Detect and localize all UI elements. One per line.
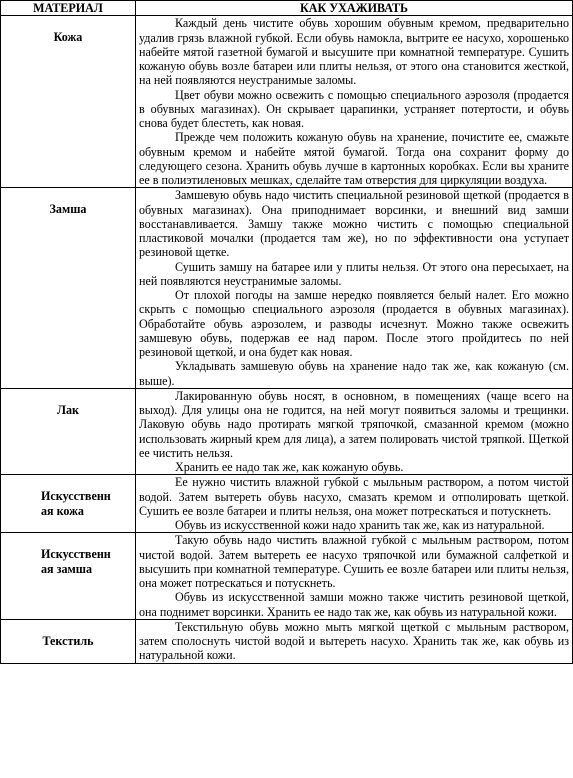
table-row-textile [1, 619, 573, 663]
material-cell [1, 619, 136, 663]
material-cell [1, 388, 136, 475]
care-cell [136, 388, 573, 475]
material-name-line: ая замша [41, 561, 93, 576]
care-cell [136, 475, 573, 533]
table-row-faux-suede [1, 533, 573, 620]
material-name: Кожа [53, 30, 83, 45]
care-paragraph: Обувь из искусственной замши можно также чистить резиновой щеткой, она поднимет ворсинки. Хранить ее надо так же, как обувь из натуральной кожи. [139, 590, 569, 619]
material-cell [1, 188, 136, 389]
table-row-faux-leather [1, 475, 573, 533]
care-paragraph: Сушить замшу на батарее или у плиты нельзя. От этого она пересыхает, на ней появляются неустранимые заломы. [139, 259, 569, 288]
material-name: Текстиль [42, 633, 94, 648]
care-paragraph: Текстильную обувь можно мыть мягкой щеткой с мыльным раствором, затем сполоснуть чистой водой и вытереть насухо. Хранить так же, как обувь из натуральной кожи. [139, 619, 569, 663]
table-row-patent [1, 388, 573, 475]
material-name-line: ая кожа [41, 503, 84, 518]
material-cell [1, 16, 136, 188]
care-paragraph: Укладывать замшевую обувь на хранение надо так же, как кожаную (см. выше). [139, 359, 569, 388]
material-cell [1, 533, 136, 620]
header-material: МАТЕРИАЛ [1, 1, 136, 16]
care-cell [136, 188, 573, 389]
material-name-line: Искусственн [41, 547, 111, 562]
care-paragraph: Прежде чем положить кожаную обувь на хранение, почистите ее, смажьте обувным кремом и набейте мятой бумагой. Тогда она сохранит форму до следующего сезона. Хранить обувь лучше в картонных коробках. Если вы храните ее в полиэтиленовых мешках, сделайте там отверстия для циркуляции воздуха. [139, 130, 569, 187]
care-cell [136, 533, 573, 620]
care-paragraph: Каждый день чистите обувь хорошим обувным кремом, предварительно удалив грязь влажной губкой. Если обувь намокла, вытрите ее насухо, хорошенько набейте мятой газетной бумагой и высушите при комнатной температуре. Сушить кожаную обувь возле батареи или плиты нельзя, от этого она становится жесткой, на ней появляются неустранимые заломы. [139, 16, 569, 88]
material-cell [1, 475, 136, 533]
care-paragraph: Цвет обуви можно освежить с помощью специального аэрозоля (продается в обувных магазинах). Он скрывает царапинки, устраняет потертости, и обувь снова будет блестеть, как новая. [139, 87, 569, 130]
table-row-leather [1, 16, 573, 188]
care-cell [136, 16, 573, 188]
care-paragraph: От плохой погоды на замше нередко появляется белый налет. Его можно скрыть с помощью специального аэрозоля (продается в обувных магазинах). Обработайте обувь аэрозолем, и разводы исчезнут. Можно также освежить замшевую обувь, подержав ее над паром. После этого пройдитесь по ней резиновой щеткой, и она будет как новая. [139, 288, 569, 359]
care-paragraph: Обувь из искусственной кожи надо хранить так же, как из натуральной. [175, 518, 545, 532]
care-paragraph: Лакированную обувь носят, в основном, в помещениях (чаще всего на выход). Для улицы она не годится, на ней могут появиться заломы и трещинки. Лаковую обувь надо протирать мягкой тряпочкой, смазанной кремом (можно использовать жирный крем для лица), а затем полировать чистой тряпкой. Щеткой ее чистить нельзя. [139, 388, 569, 460]
table-header-row [1, 1, 573, 16]
material-name: Лак [56, 402, 80, 417]
table-row-suede [1, 188, 573, 389]
header-care: КАК УХАЖИВАТЬ [136, 1, 573, 16]
care-cell [136, 619, 573, 663]
care-paragraph: Ее нужно чистить влажной губкой с мыльным раствором, а потом чистой водой. Затем вытереть обувь насухо, смазать кремом и отполировать щеткой. Сушить ее возле батареи и плиты нельзя, она может потрескаться и потускнеть. [139, 475, 569, 518]
care-paragraph: Такую обувь надо чистить влажной губкой с мыльным раствором, потом чистой водой. Затем вытереть ее насухо тряпочкой или бумажной салфеткой и высушить при комнатной температуре. Сушить ее возле батареи или плиты нельзя, она может потрескаться и потускнеть. [139, 533, 569, 590]
care-paragraph: Хранить ее надо так же, как кожаную обувь. [175, 460, 404, 474]
material-name-line: Искусственн [41, 489, 111, 504]
care-paragraph: Замшевую обувь надо чистить специальной резиновой щеткой (продается в обувных магазинах). Она приподнимает ворсинки, и внешний вид замши восстанавливается. Замшу также можно чистить с помощью специальной пластиковой мочалки (продается там же), но по эффективности она уступает резиновой щетке. [139, 188, 569, 260]
material-name: Замша [49, 202, 87, 217]
